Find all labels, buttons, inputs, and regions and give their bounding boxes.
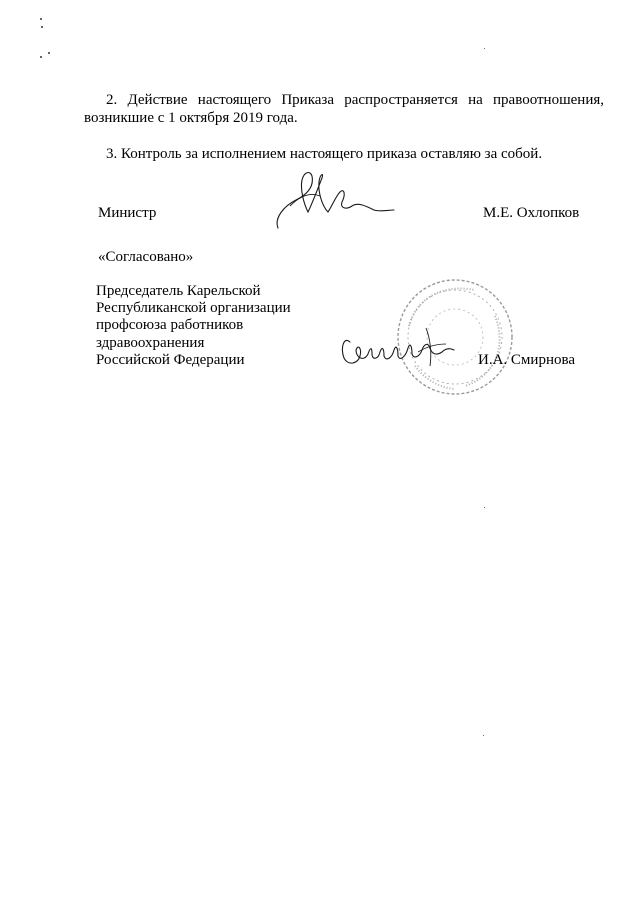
- scan-speck: [484, 48, 485, 49]
- chairman-name: И.А. Смирнова: [478, 352, 576, 368]
- paragraph-3: 3. Контроль за исполнением настоящего приказа оставляю за собой.: [106, 146, 543, 162]
- chairman-title-line: здравоохранения: [96, 335, 205, 351]
- chairman-title-line: Председатель Карельской: [96, 283, 261, 299]
- chairman-title-line: Республиканской организации: [96, 300, 291, 316]
- chairman-title-line: профсоюза работников: [96, 317, 244, 333]
- scan-speck: [40, 56, 42, 58]
- scan-speck: [483, 735, 484, 736]
- chairman-title-line: Российской Федерации: [96, 352, 245, 368]
- agreed-label: «Согласовано»: [98, 249, 194, 265]
- paragraph-2: 2. Действие настоящего Приказа распространяется на правоотношения, возникшие с 1 октября 2019 года.: [84, 92, 604, 126]
- scan-speck: [484, 507, 485, 508]
- minister-title: Министр: [98, 205, 157, 221]
- minister-name: М.Е. Охлопков: [483, 205, 580, 221]
- chairman-signature: [338, 318, 458, 378]
- scan-speck: [41, 26, 43, 28]
- scan-speck: [40, 18, 42, 20]
- scan-speck: [48, 52, 50, 54]
- minister-signature: [270, 166, 400, 236]
